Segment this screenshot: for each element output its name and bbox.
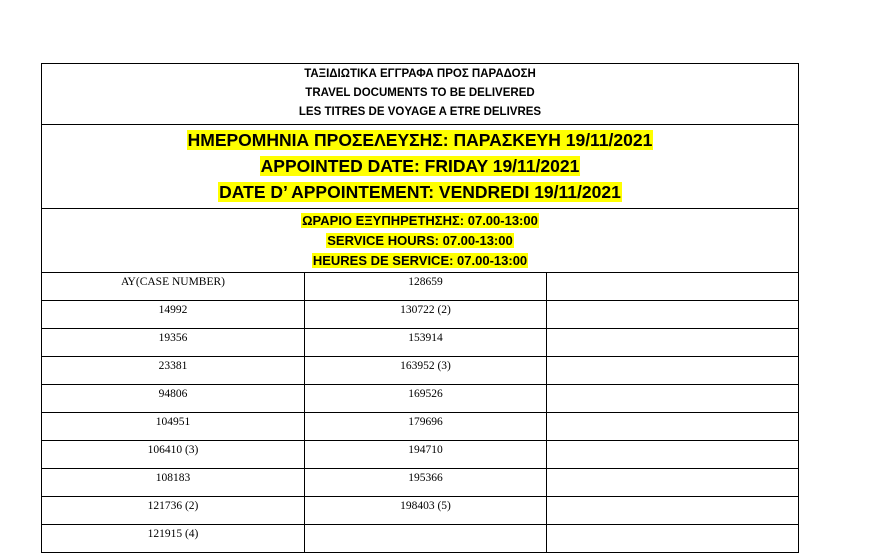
table-cell (547, 329, 799, 357)
title-french: LES TITRES DE VOYAGE A ETRE DELIVRES (298, 106, 542, 118)
table-row (42, 525, 799, 553)
appointment-block (42, 125, 799, 209)
table-row (42, 273, 799, 301)
appointment-date-greek: ΗΜΕΡΟΜΗΝΙΑ ΠΡΟΣΕΛΕΥΣΗΣ: ΠΑΡΑΣΚΕΥΗ 19/11/2021 (187, 130, 653, 150)
table-row (42, 441, 799, 469)
table-cell (547, 273, 799, 301)
title-english: TRAVEL DOCUMENTS TO BE DELIVERED (305, 87, 535, 99)
service-hours-french: HEURES DE SERVICE: 07.00-13:00 (312, 253, 528, 268)
service-hours-english: SERVICE HOURS: 07.00-13:00 (327, 233, 513, 248)
table-row (42, 301, 799, 329)
table-cell (547, 301, 799, 329)
table-row (42, 385, 799, 413)
table-cell: 153914 (305, 329, 547, 357)
table-cell (547, 469, 799, 497)
table-row (42, 497, 799, 525)
service-hours-greek: ΩΡΑΡΙΟ ΕΞΥΠΗΡΕΤΗΣΗΣ: 07.00-13:00 (302, 213, 538, 228)
appointment-date-french: DATE D’ APPOINTEMENT: VENDREDI 19/11/2021 (219, 182, 621, 202)
table-cell: 121736 (2) (42, 497, 305, 525)
table-cell: 121915 (4) (42, 525, 305, 553)
table-cell: 163952 (3) (305, 357, 547, 385)
title-block (42, 64, 799, 125)
table-cell (547, 357, 799, 385)
table-cell: ΑΥ(CASE NUMBER) (42, 273, 305, 301)
table-cell (547, 441, 799, 469)
table-cell: 169526 (305, 385, 547, 413)
table-cell (547, 525, 799, 553)
table-row (42, 469, 799, 497)
appointment-date-english: APPOINTED DATE: FRIDAY 19/11/2021 (260, 156, 580, 176)
table-cell (305, 525, 547, 553)
table-cell: 23381 (42, 357, 305, 385)
table-cell: 198403 (5) (305, 497, 547, 525)
table-cell: 130722 (2) (305, 301, 547, 329)
table-cell: 19356 (42, 329, 305, 357)
table-cell: 128659 (305, 273, 547, 301)
table-cell: 179696 (305, 413, 547, 441)
table-row (42, 357, 799, 385)
service-hours-block (42, 209, 799, 273)
notice-table (41, 63, 799, 553)
table-cell: 104951 (42, 413, 305, 441)
table-cell: 108183 (42, 469, 305, 497)
table-cell: 194710 (305, 441, 547, 469)
table-cell (547, 413, 799, 441)
title-greek: ΤΑΞΙΔΙΩΤΙΚΑ ΕΓΓΡΑΦΑ ΠΡΟΣ ΠΑΡΑΔΟΣΗ (304, 68, 536, 80)
table-cell: 94806 (42, 385, 305, 413)
travel-documents-notice (41, 63, 798, 553)
table-row (42, 413, 799, 441)
table-cell (547, 497, 799, 525)
table-row (42, 329, 799, 357)
table-cell: 106410 (3) (42, 441, 305, 469)
table-cell: 195366 (305, 469, 547, 497)
table-cell: 14992 (42, 301, 305, 329)
table-cell (547, 385, 799, 413)
